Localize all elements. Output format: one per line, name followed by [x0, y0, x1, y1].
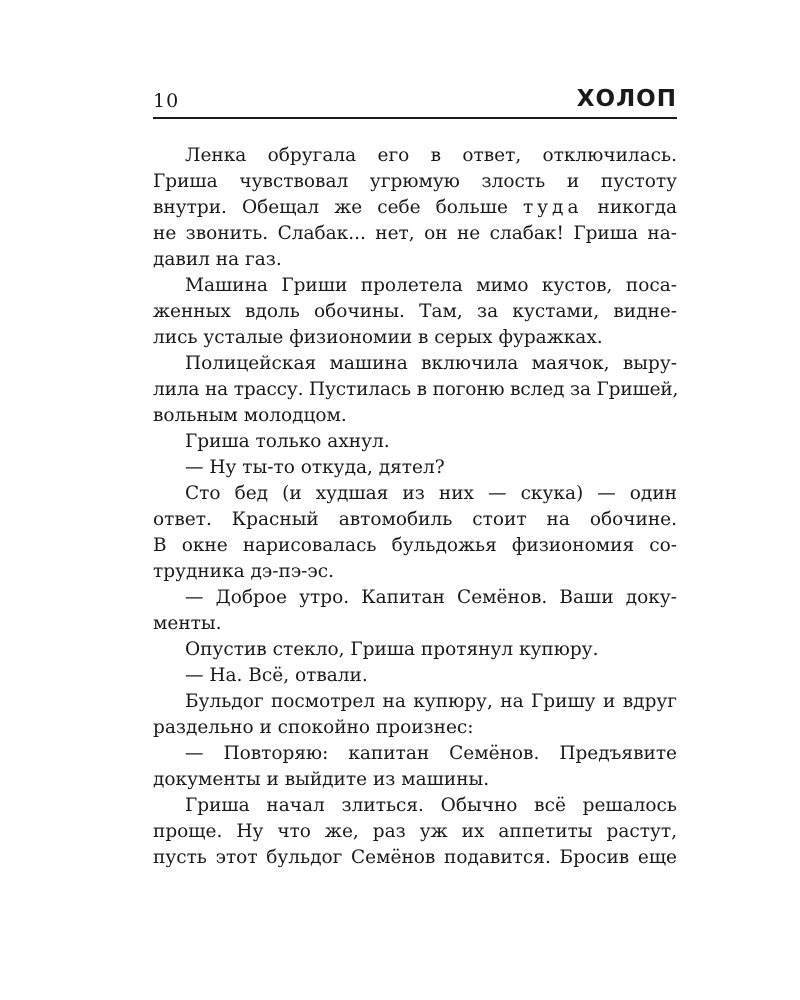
book-title: ХОЛОП	[576, 86, 677, 112]
page-number: 10	[153, 90, 180, 112]
text-line: раздельно и спокойно произнес:	[153, 717, 474, 738]
text-line: Бульдог посмотрел на купюру, на Гришу и вдруг	[185, 691, 677, 712]
text-line: Машина Гриши пролетела мимо кустов, поса-	[185, 275, 677, 296]
text-line: — Доброе утро. Капитан Семёнов. Ваши доку-	[185, 587, 677, 608]
text-line: менты.	[153, 613, 222, 634]
text-line: Сто бед (и худшая из них — скука) — один	[185, 483, 677, 504]
text-line: проще. Ну что же, раз уж их аппетиты растут,	[153, 821, 677, 842]
text-fragment: никогда	[582, 197, 677, 218]
text-line: документы и выйдите из машины.	[153, 769, 490, 790]
text-line	[153, 195, 677, 221]
emphasized-word: туда	[522, 197, 583, 218]
text-line: трудника дэ-пэ-эс.	[153, 561, 335, 582]
text-line: — На. Всё, отвали.	[185, 665, 368, 686]
text-line: Ленка обругала его в ответ, отключилась.	[185, 145, 677, 166]
text-line: Опустив стекло, Гриша протянул купюру.	[185, 639, 599, 660]
text-line: Гриша только ахнул.	[185, 431, 390, 452]
text-line: ответ. Красный автомобиль стоит на обочине.	[153, 509, 677, 530]
text-line: женных вдоль обочины. Там, за кустами, видне-	[153, 301, 677, 322]
text-line: пусть этот бульдог Семёнов подавится. Бросив еще	[153, 847, 677, 868]
text-line: вольным молодцом.	[153, 405, 347, 426]
text-line: лись усталые физиономии в серых фуражках.	[153, 327, 603, 348]
running-head	[153, 86, 677, 116]
text-line: давил на газ.	[153, 249, 282, 270]
text-line: лила на трассу. Пустилась в погоню вслед за Гришей,	[153, 379, 679, 400]
text-line: Полицейская машина включила маячок, выру-	[185, 353, 677, 374]
text-line: В окне нарисовалась бульдожья физиономия со-	[153, 535, 677, 556]
text-fragment: внутри. Обещал же себе больше	[153, 197, 523, 218]
text-line: не звонить. Слабак... нет, он не слабак! Гриша на-	[153, 223, 677, 244]
header-rule	[153, 117, 677, 119]
text-line: Гриша начал злиться. Обычно всё решалось	[185, 795, 677, 816]
body-text	[153, 143, 677, 871]
text-line: — Повторяю: капитан Семёнов. Предъявите	[185, 743, 677, 764]
text-line: — Ну ты-то откуда, дятел?	[185, 457, 445, 478]
text-line: Гриша чувствовал угрюмую злость и пустоту	[153, 171, 677, 192]
